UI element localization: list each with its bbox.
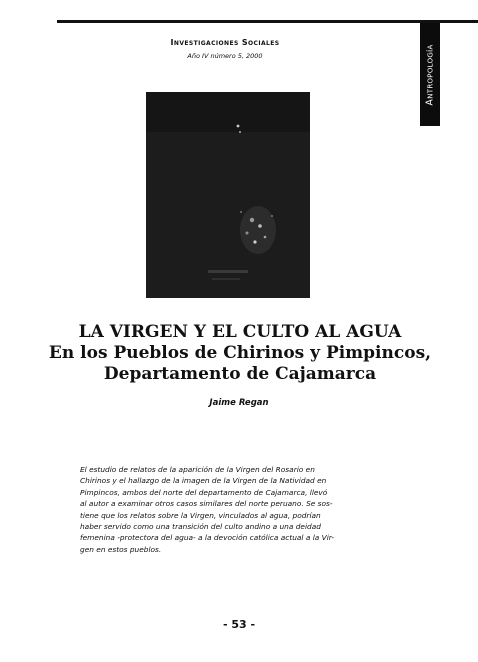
abstract-line: haber servido como una transición del culto andino a una deidad	[80, 522, 321, 532]
title-line-3: Departamento de Cajamarca	[103, 364, 377, 384]
abstract-line: al autor a examinar otros casos similares del norte peruano. Se sos-	[80, 499, 333, 509]
abstract-line: Pimpincos, ambos del norte del departamento de Cajamarca, llevó	[80, 487, 328, 497]
journal-name: Investigaciones Sociales	[170, 38, 280, 47]
section-tab-label: Antropología	[424, 43, 436, 106]
abstract	[80, 464, 376, 555]
page-number: - 53 -	[222, 618, 256, 631]
author-name: Jaime Regan	[209, 398, 269, 408]
abstract-line: femenina -protectora del agua- a la devoción católica actual a la Vir-	[80, 533, 335, 543]
virgin-photo	[146, 92, 310, 298]
title-line-1: LA VIRGEN Y EL CULTO AL AGUA	[78, 322, 402, 342]
abstract-line: tiene que los relatos sobre la Virgen, vinculados al agua, podrían	[80, 510, 321, 520]
abstract-line: El estudio de relatos de la aparición de la Virgen del Rosario en	[80, 465, 315, 474]
article-title	[40, 322, 440, 385]
section-tab	[420, 23, 440, 126]
abstract-line: gen en estos pueblos.	[80, 544, 162, 554]
abstract-line: Chirinos y el hallazgo de la imagen de la Virgen de la Natividad en	[80, 476, 327, 486]
header-rule	[57, 20, 478, 23]
virgin-photo-image	[146, 92, 310, 298]
issue-info: Año IV número 5, 2000	[187, 52, 263, 60]
title-line-2: En los Pueblos de Chirinos y Pimpincos,	[48, 343, 432, 363]
